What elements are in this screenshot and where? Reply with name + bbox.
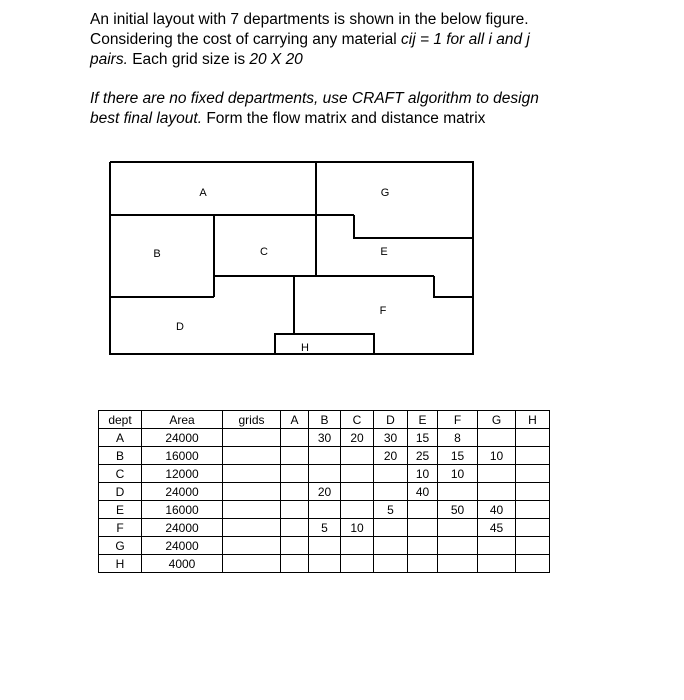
table-cell: 16000 — [142, 447, 223, 465]
table-cell — [281, 555, 309, 573]
table-row — [99, 519, 550, 537]
table-cell: G — [99, 537, 142, 555]
table-cell: 15 — [438, 447, 478, 465]
statement-line-1: An initial layout with 7 departments is shown in the below figure. — [90, 11, 529, 28]
label-department-h: H — [301, 342, 309, 354]
table-cell: H — [99, 555, 142, 573]
statement-cost-condition: cij = 1 for all i and j — [401, 31, 530, 48]
header-cell: C — [341, 411, 374, 429]
table-cell — [223, 483, 281, 501]
label-department-e: E — [380, 246, 388, 258]
statement-pairs: pairs. — [90, 51, 128, 68]
table-cell: 5 — [374, 501, 408, 519]
label-department-g: G — [380, 187, 390, 199]
table-row — [99, 447, 550, 465]
table-cell — [478, 537, 516, 555]
table-cell — [478, 483, 516, 501]
statement-grid-size-value: 20 X 20 — [249, 51, 303, 68]
table-cell — [408, 555, 438, 573]
table-cell: 24000 — [142, 429, 223, 447]
table-row — [99, 465, 550, 483]
table-cell — [516, 429, 550, 447]
table-cell — [374, 465, 408, 483]
statement-line-2: Considering the cost of carrying any material — [90, 31, 402, 48]
table-cell — [281, 501, 309, 519]
table-cell — [374, 537, 408, 555]
table-cell: F — [99, 519, 142, 537]
table-cell — [281, 483, 309, 501]
statement-grid-size-text: Each grid size is — [127, 51, 250, 68]
label-department-c: C — [260, 246, 268, 258]
table-cell: A — [99, 429, 142, 447]
header-cell: H — [516, 411, 550, 429]
table-cell: 30 — [309, 429, 341, 447]
table-cell — [408, 519, 438, 537]
table-row — [99, 429, 550, 447]
table-cell: D — [99, 483, 142, 501]
header-cell: grids — [223, 411, 281, 429]
table-cell — [408, 537, 438, 555]
table-row — [99, 537, 550, 555]
table-cell — [223, 447, 281, 465]
table-cell — [309, 447, 341, 465]
table-cell — [341, 501, 374, 519]
table-cell — [374, 555, 408, 573]
table-cell — [438, 519, 478, 537]
table-cell: 25 — [408, 447, 438, 465]
table-header-row — [99, 411, 550, 429]
table-cell: 10 — [408, 465, 438, 483]
table-row — [99, 501, 550, 519]
table-cell: 50 — [438, 501, 478, 519]
divider-g-e — [354, 215, 473, 238]
table-cell — [281, 429, 309, 447]
table-cell: 12000 — [142, 465, 223, 483]
header-cell: D — [374, 411, 408, 429]
header-cell: G — [478, 411, 516, 429]
divider-e-f — [434, 276, 473, 297]
table-cell: 10 — [478, 447, 516, 465]
header-cell: A — [281, 411, 309, 429]
table-cell: B — [99, 447, 142, 465]
table-cell — [309, 501, 341, 519]
table-cell — [341, 555, 374, 573]
table-cell — [223, 537, 281, 555]
table-cell: 10 — [341, 519, 374, 537]
table-cell — [223, 465, 281, 483]
table-cell: 24000 — [142, 537, 223, 555]
table-cell — [408, 501, 438, 519]
table-cell — [309, 537, 341, 555]
layout-lines — [110, 162, 473, 354]
table-cell — [374, 483, 408, 501]
table-cell: 8 — [438, 429, 478, 447]
table-cell — [341, 537, 374, 555]
outer-boundary-left — [110, 162, 275, 354]
table-cell: E — [99, 501, 142, 519]
label-department-d: D — [176, 321, 184, 333]
task-line-2-italic: best final layout. — [90, 110, 203, 127]
header-cell: Area — [142, 411, 223, 429]
table-cell: C — [99, 465, 142, 483]
table-cell — [223, 555, 281, 573]
label-department-b: B — [153, 248, 161, 260]
table-cell — [516, 465, 550, 483]
table-cell: 24000 — [142, 483, 223, 501]
task-line-1: If there are no fixed departments, use CRAFT algorithm to design — [90, 90, 539, 107]
header-cell: F — [438, 411, 478, 429]
department-h-box — [275, 334, 374, 354]
table-cell — [438, 555, 478, 573]
outer-boundary — [110, 162, 473, 354]
table-row — [99, 555, 550, 573]
flow-matrix-table — [98, 410, 550, 573]
table-cell: 4000 — [142, 555, 223, 573]
table-cell — [478, 555, 516, 573]
table-cell — [309, 555, 341, 573]
table-cell — [281, 519, 309, 537]
table-cell: 16000 — [142, 501, 223, 519]
table-cell — [341, 465, 374, 483]
table-row — [99, 483, 550, 501]
table-cell — [374, 519, 408, 537]
table-cell: 20 — [341, 429, 374, 447]
table-cell: 40 — [478, 501, 516, 519]
label-department-a: A — [199, 187, 207, 199]
table-cell: 40 — [408, 483, 438, 501]
table-cell: 5 — [309, 519, 341, 537]
table-cell — [478, 429, 516, 447]
table-cell — [223, 429, 281, 447]
table-cell — [516, 519, 550, 537]
table-cell — [309, 465, 341, 483]
table-cell: 10 — [438, 465, 478, 483]
table-cell: 24000 — [142, 519, 223, 537]
table-cell — [223, 501, 281, 519]
table-cell — [516, 537, 550, 555]
table-cell — [516, 555, 550, 573]
header-cell: E — [408, 411, 438, 429]
table-cell — [223, 519, 281, 537]
table-cell — [341, 447, 374, 465]
table-cell — [281, 447, 309, 465]
table-cell — [438, 537, 478, 555]
label-department-f: F — [379, 305, 387, 317]
task-line-2-rest: Form the flow matrix and distance matrix — [202, 110, 486, 127]
header-cell: dept — [99, 411, 142, 429]
table-cell — [516, 483, 550, 501]
table-cell: 15 — [408, 429, 438, 447]
table-cell — [281, 537, 309, 555]
table-cell: 20 — [374, 447, 408, 465]
table-cell: 30 — [374, 429, 408, 447]
table-cell — [516, 501, 550, 519]
table-cell: 20 — [309, 483, 341, 501]
table-cell — [281, 465, 309, 483]
table-cell — [341, 483, 374, 501]
table-cell — [438, 483, 478, 501]
table-cell — [478, 465, 516, 483]
table-cell: 45 — [478, 519, 516, 537]
header-cell: B — [309, 411, 341, 429]
table-cell — [516, 447, 550, 465]
